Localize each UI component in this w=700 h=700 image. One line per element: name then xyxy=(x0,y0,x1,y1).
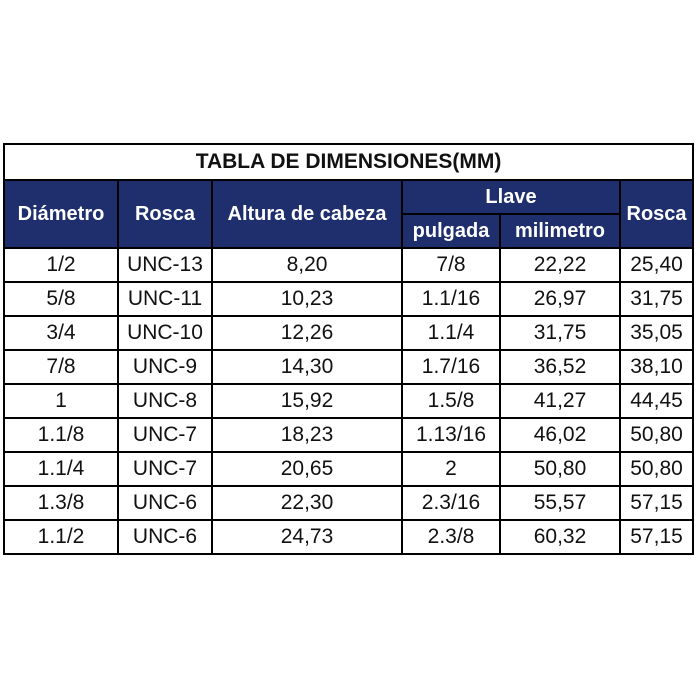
cell-diametro: 1/2 xyxy=(4,248,118,282)
cell-rosca-mm: 50,80 xyxy=(620,452,693,486)
cell-pulgada: 1.13/16 xyxy=(402,418,500,452)
table-row xyxy=(4,486,693,520)
cell-milimetro: 60,32 xyxy=(500,520,620,554)
cell-pulgada: 1.1/16 xyxy=(402,282,500,316)
table-row xyxy=(4,350,693,384)
cell-rosca: UNC-9 xyxy=(118,350,212,384)
cell-diametro: 1 xyxy=(4,384,118,418)
table-row xyxy=(4,452,693,486)
cell-rosca: UNC-7 xyxy=(118,452,212,486)
dimensions-table-container xyxy=(3,143,692,555)
cell-milimetro: 22,22 xyxy=(500,248,620,282)
cell-altura: 24,73 xyxy=(212,520,402,554)
cell-rosca-mm: 57,15 xyxy=(620,520,693,554)
cell-diametro: 5/8 xyxy=(4,282,118,316)
cell-milimetro: 26,97 xyxy=(500,282,620,316)
header-llave: Llave xyxy=(402,180,620,214)
table-row xyxy=(4,418,693,452)
table-row xyxy=(4,248,693,282)
cell-altura: 14,30 xyxy=(212,350,402,384)
cell-milimetro: 36,52 xyxy=(500,350,620,384)
cell-pulgada: 7/8 xyxy=(402,248,500,282)
cell-altura: 10,23 xyxy=(212,282,402,316)
cell-rosca: UNC-8 xyxy=(118,384,212,418)
cell-rosca: UNC-10 xyxy=(118,316,212,350)
cell-altura: 8,20 xyxy=(212,248,402,282)
cell-rosca-mm: 31,75 xyxy=(620,282,693,316)
cell-rosca: UNC-6 xyxy=(118,486,212,520)
cell-pulgada: 2.3/16 xyxy=(402,486,500,520)
dimensions-table xyxy=(3,143,694,555)
cell-diametro: 3/4 xyxy=(4,316,118,350)
cell-rosca-mm: 57,15 xyxy=(620,486,693,520)
cell-pulgada: 2 xyxy=(402,452,500,486)
table-row xyxy=(4,282,693,316)
header-rosca: Rosca xyxy=(118,180,212,248)
table-row xyxy=(4,384,693,418)
cell-altura: 18,23 xyxy=(212,418,402,452)
cell-diametro: 7/8 xyxy=(4,350,118,384)
header-rosca-mm: Rosca xyxy=(620,180,693,248)
table-row xyxy=(4,316,693,350)
cell-rosca-mm: 38,10 xyxy=(620,350,693,384)
cell-altura: 12,26 xyxy=(212,316,402,350)
cell-pulgada: 2.3/8 xyxy=(402,520,500,554)
cell-milimetro: 31,75 xyxy=(500,316,620,350)
cell-rosca-mm: 25,40 xyxy=(620,248,693,282)
cell-pulgada: 1.1/4 xyxy=(402,316,500,350)
cell-rosca-mm: 44,45 xyxy=(620,384,693,418)
cell-pulgada: 1.5/8 xyxy=(402,384,500,418)
cell-diametro: 1.1/2 xyxy=(4,520,118,554)
header-altura-de-cabeza: Altura de cabeza xyxy=(212,180,402,248)
header-pulgada: pulgada xyxy=(402,214,500,248)
cell-milimetro: 50,80 xyxy=(500,452,620,486)
cell-altura: 20,65 xyxy=(212,452,402,486)
cell-rosca: UNC-7 xyxy=(118,418,212,452)
cell-milimetro: 41,27 xyxy=(500,384,620,418)
cell-rosca-mm: 50,80 xyxy=(620,418,693,452)
cell-milimetro: 46,02 xyxy=(500,418,620,452)
cell-rosca: UNC-11 xyxy=(118,282,212,316)
cell-rosca-mm: 35,05 xyxy=(620,316,693,350)
cell-pulgada: 1.7/16 xyxy=(402,350,500,384)
cell-rosca: UNC-6 xyxy=(118,520,212,554)
cell-altura: 15,92 xyxy=(212,384,402,418)
table-title: TABLA DE DIMENSIONES(MM) xyxy=(4,144,693,180)
header-diametro: Diámetro xyxy=(4,180,118,248)
cell-rosca: UNC-13 xyxy=(118,248,212,282)
table-row xyxy=(4,520,693,554)
header-milimetro: milimetro xyxy=(500,214,620,248)
cell-milimetro: 55,57 xyxy=(500,486,620,520)
cell-diametro: 1.1/4 xyxy=(4,452,118,486)
cell-diametro: 1.3/8 xyxy=(4,486,118,520)
cell-altura: 22,30 xyxy=(212,486,402,520)
table-body xyxy=(4,248,693,554)
cell-diametro: 1.1/8 xyxy=(4,418,118,452)
